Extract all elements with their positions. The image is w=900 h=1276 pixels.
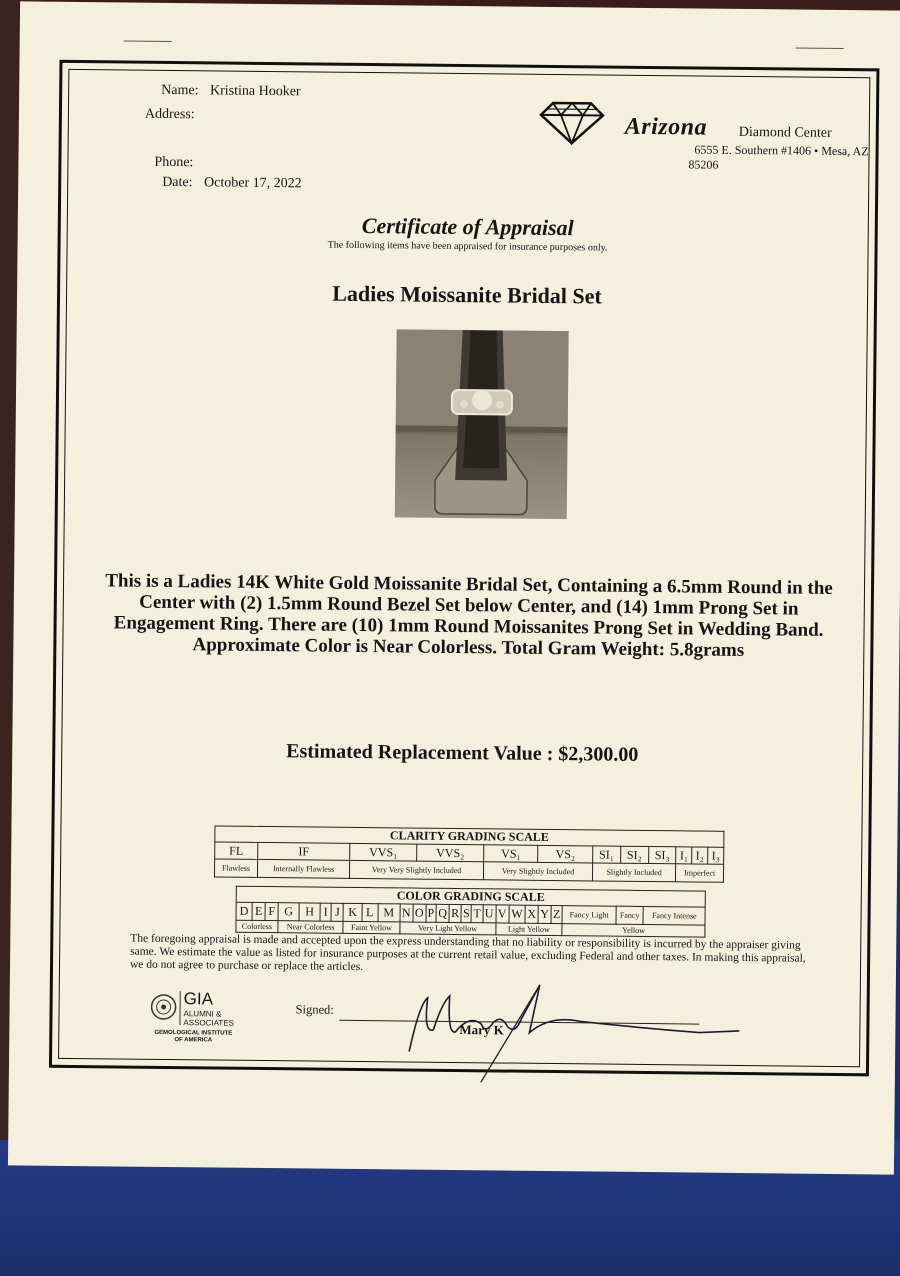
appraisal-certificate: [8, 1, 900, 1174]
date-row: [162, 175, 302, 192]
color-group: Near Colorless: [278, 921, 344, 934]
phone-label: Phone:: [154, 154, 194, 171]
disclaimer-text: The foregoing appraisal is made and accepted upon the express understanding that no liability or responsibility is incurred by the appraiser giving same. We estimate the value as listed for insurance purposes at the current retail value, excluding Federal and other taxes. In making this appraisal, we do not agree to purchase or replace the articles.: [129, 932, 806, 974]
color-grade: L: [362, 904, 378, 922]
color-grade: X: [525, 905, 538, 923]
ring-photo-illustration: [395, 329, 569, 519]
gia-name: GIA: [183, 989, 214, 1009]
color-grade: O: [413, 904, 426, 922]
gia-seal: [149, 991, 260, 1052]
clarity-group: Imperfect: [676, 864, 724, 882]
signed-label: Signed:: [295, 1002, 334, 1017]
color-group: Colorless: [236, 920, 278, 932]
corner-mark-left: [124, 40, 172, 42]
clarity-grade: VS₂: [538, 845, 593, 863]
clarity-grade: SI₁: [593, 846, 621, 863]
color-grade: K: [343, 903, 361, 921]
name-row: [161, 83, 301, 100]
company-address-line1: 6555 E. Southern #1406 • Mesa, AZ: [694, 142, 869, 159]
diamond-icon: [539, 101, 605, 146]
clarity-grade: VVS₂: [417, 844, 484, 862]
name-label: Name:: [161, 82, 199, 99]
clarity-grade: VVS₁: [350, 843, 417, 861]
item-title: Ladies Moissanite Bridal Set: [332, 280, 602, 309]
gia-emblem-icon: [149, 993, 177, 1021]
color-grade: Fancy Intense: [643, 906, 705, 925]
color-grade: I: [320, 903, 331, 921]
color-grade: Q: [436, 904, 449, 922]
clarity-grading-scale: [214, 825, 725, 882]
clarity-scale-title: CLARITY GRADING SCALE: [215, 826, 724, 847]
date-value: October 17, 2022: [203, 175, 302, 192]
company-brand-sub: Diamond Center: [738, 124, 832, 141]
color-grade: Fancy: [616, 906, 644, 924]
color-group: Light Yellow: [495, 923, 562, 936]
color-grade: Fancy Light: [562, 906, 616, 925]
corner-mark-right: [796, 48, 844, 50]
color-grade: T: [471, 905, 482, 923]
color-grade: H: [299, 903, 320, 921]
item-description: This is a Ladies 14K White Gold Moissanite Bridal Set, Containing a 6.5mm Round in the Center with (2) 1.5mm Round Bezel Set below Center, and (14) 1mm Prong Set in Engagement Ring. There are (10) 1mm Round Moissanites Prong Set in Wedding Band. Approximate Color is Near Colorless. Total Gram Weight: 5.8grams: [105, 570, 833, 662]
name-value: Kristina Hooker: [209, 83, 301, 100]
clarity-group: Flawless: [214, 859, 257, 877]
gia-line4: OF AMERICA: [174, 1037, 213, 1044]
color-grade: Y: [538, 905, 551, 923]
color-grade: E: [252, 902, 266, 920]
color-grade: P: [426, 904, 437, 922]
handwritten-signature: [389, 973, 750, 1087]
signer-name: Mary K: [459, 1022, 504, 1038]
color-group: Yellow: [562, 924, 705, 937]
clarity-grade: I₁: [676, 847, 692, 864]
color-grade: M: [378, 904, 400, 922]
color-grade: F: [265, 903, 278, 921]
color-group: Very Light Yellow: [400, 922, 496, 935]
color-grade: J: [331, 903, 344, 921]
certificate-title: Certificate of Appraisal: [361, 212, 574, 241]
company-brand: Arizona: [624, 113, 708, 141]
gia-line1: ALUMNI &: [183, 1009, 222, 1019]
gia-divider: [179, 991, 180, 1025]
certificate-frame: [49, 60, 880, 1077]
gia-line2: ASSOCIATES: [183, 1018, 235, 1028]
color-grade: W: [509, 905, 526, 923]
clarity-group: Very Slightly Included: [483, 862, 592, 881]
estimated-value: Estimated Replacement Value : $2,300.00: [286, 740, 639, 766]
gia-line3: GEMOLOGICAL INSTITUTE: [154, 1029, 233, 1037]
ring-photo: [395, 329, 569, 519]
clarity-grade: SI₂: [620, 846, 648, 863]
clarity-grade: VS₁: [484, 845, 539, 863]
clarity-grade: SI₃: [648, 847, 676, 864]
address-label: Address:: [144, 106, 195, 123]
clarity-group: Very Very Slightly Included: [350, 860, 484, 879]
color-scale-title: COLOR GRADING SCALE: [236, 886, 705, 907]
color-grade: Z: [551, 906, 562, 924]
clarity-group: Slightly Included: [592, 863, 676, 882]
color-grade: V: [496, 905, 509, 923]
color-grade: N: [400, 904, 413, 922]
color-grade: S: [461, 905, 472, 923]
certificate-subtitle: The following items have been appraised for insurance purposes only.: [327, 239, 608, 254]
color-grade: D: [236, 902, 252, 920]
color-grade: G: [278, 903, 299, 921]
company-logo: [538, 101, 879, 185]
clarity-grade: I₃: [708, 847, 724, 864]
color-group: Faint Yellow: [343, 921, 399, 934]
date-label: Date:: [162, 174, 193, 191]
clarity-grade: FL: [215, 842, 258, 859]
clarity-group: Internally Flawless: [257, 859, 349, 878]
color-grading-scale: [235, 886, 705, 938]
certificate-inner-frame: [58, 69, 870, 1067]
color-grade: U: [483, 905, 496, 923]
color-grade: R: [449, 904, 461, 922]
clarity-grade: I₂: [692, 847, 708, 864]
clarity-grade: IF: [258, 842, 350, 860]
company-address-line2: 85206: [688, 157, 719, 172]
